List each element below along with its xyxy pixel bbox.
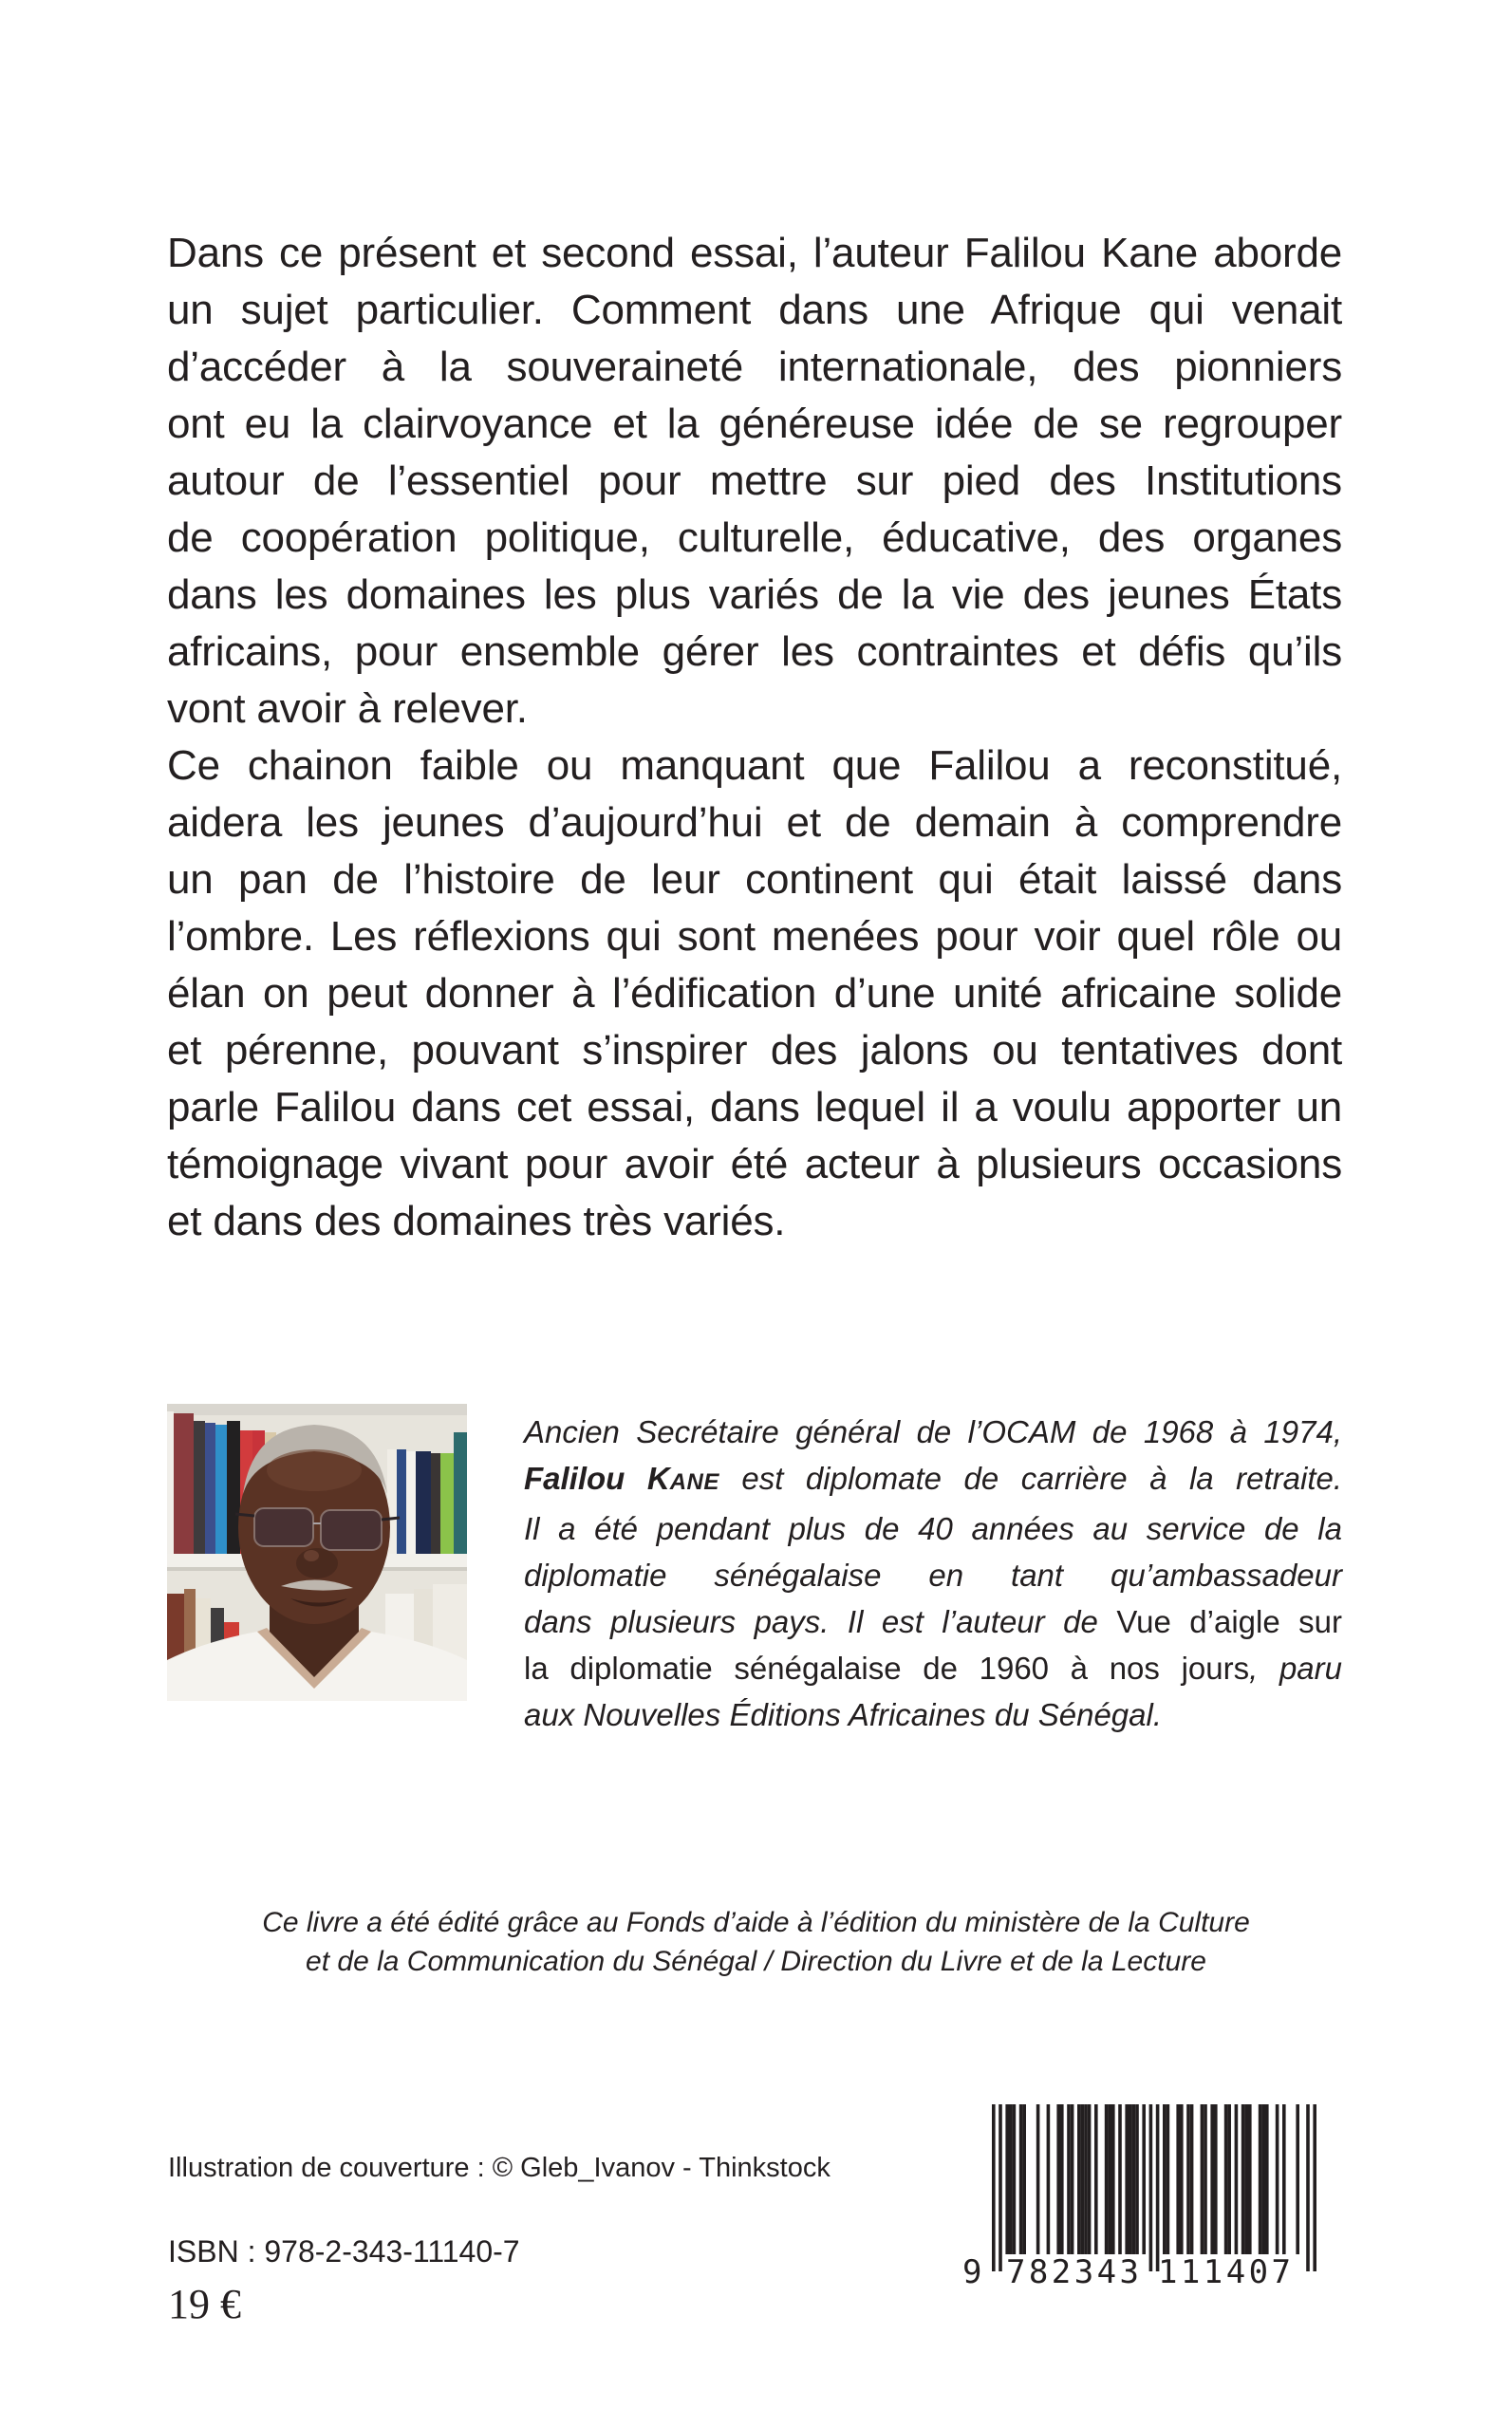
barcode-icon [959,2104,1338,2289]
barcode-right-digits: 111407 [1158,2253,1291,2289]
barcode-bar [1129,2104,1132,2254]
author-last-name-rest: ANE [669,1469,719,1495]
barcode-bar [1156,2104,1160,2271]
barcode-bar [1210,2104,1214,2254]
blurb-line: témoignage vivant pour avoir été acteur à plusieurs occasions [167,1141,1342,1187]
barcode-bar [1019,2104,1023,2254]
blurb-line: Ce chainon faible ou manquant que Falilou a reconstitué, [167,742,1342,789]
barcode-bar [1135,2104,1139,2254]
barcode-bar [1077,2104,1081,2254]
isbn-barcode [959,2104,1338,2289]
barcode-left-digits: 782343 [1006,2253,1139,2289]
funding-line: Ce livre a été édité grâce au Fonds d’aide à l’édition du ministère de la Culture [262,1907,1250,1938]
barcode-bar [1248,2104,1252,2254]
blurb-line: Dans ce présent et second essai, l’auteur Falilou Kane aborde [167,230,1342,276]
barcode-bar [1060,2104,1064,2254]
blurb-line: vont avoir à relever. [167,685,528,732]
bio-line [524,1455,1342,1505]
barcode-bar [992,2104,996,2271]
barcode-bar [1005,2104,1009,2254]
barcode-bar [1259,2104,1262,2254]
isbn: ISBN : 978-2-343-11140-7 [168,2234,520,2269]
barcode-bar [1125,2104,1129,2254]
blurb-line: d’accéder à la souveraineté internationale, des pionniers [167,344,1342,390]
barcode-bar [1167,2104,1170,2254]
barcode-lead-digit: 9 [962,2253,982,2289]
barcode-bar [1022,2104,1026,2254]
barcode-bar [1227,2104,1231,2254]
barcode-bar [1241,2104,1245,2254]
barcode-bar [1047,2104,1051,2254]
barcode-bar [1149,2104,1153,2271]
author-name [524,1461,719,1496]
author-first-name: Falilou [524,1461,625,1496]
price: 19 € [168,2281,241,2327]
barcode-bar [1235,2104,1239,2254]
blurb-line: élan on peut donner à l’édification d’une unité africaine solide [167,970,1342,1017]
barcode-bar [1306,2104,1310,2271]
bio-line [524,1645,1342,1691]
barcode-bar [1204,2104,1207,2254]
blurb-line: et dans des domaines très variés. [167,1198,786,1244]
bio-line: Ancien Secrétaire général de l’OCAM de 1968 à 1974, [524,1414,1342,1449]
barcode-bar [1118,2104,1122,2254]
bio-text-segment: , paru [1249,1651,1342,1686]
barcode-bar [1186,2104,1190,2254]
blurb-line: aidera les jeunes d’aujourd’hui et de demain à comprendre [167,799,1342,846]
barcode-bar [1094,2104,1098,2254]
barcode-bar [1056,2104,1060,2254]
barcode-bar [1071,2104,1074,2254]
blurb-line: ont eu la clairvoyance et la généreuse idée de se regrouper [167,401,1342,447]
barcode-bar [1013,2104,1017,2254]
barcode-bar [1163,2104,1167,2254]
blurb-line: parle Falilou dans cet essai, dans lequel il a voulu apporter un [167,1084,1342,1130]
bio-line: diplomatie sénégalaise en tant qu’ambassadeur [524,1558,1342,1593]
barcode-bar [1224,2104,1228,2254]
barcode-bar [999,2104,1002,2271]
bio-text-segment: est diplomate de carrière à la retraite. [719,1461,1343,1496]
book-title-segment: Vue d’aigle sur [1116,1604,1343,1639]
blurb-line: un sujet particulier. Comment dans une Afrique qui venait [167,287,1342,333]
bio-line: aux Nouvelles Éditions Africaines du Sénégal. [524,1697,1163,1732]
barcode-bar [1244,2104,1248,2254]
barcode-bar [1190,2104,1194,2254]
barcode-bar [1276,2104,1279,2254]
barcode-bar [1132,2104,1136,2254]
barcode-bar [1296,2104,1299,2254]
bio-line: Il a été pendant plus de 40 années au service de la [524,1511,1342,1546]
barcode-bar [1105,2104,1109,2254]
funding-note [0,1903,1512,1981]
book-title-segment: la diplomatie sénégalaise de 1960 à nos jours [524,1651,1250,1686]
author-bio [524,1409,1342,1738]
bio-line [524,1598,1342,1645]
blurb-line: autour de l’essentiel pour mettre sur pied des Institutions [167,458,1342,504]
blurb-line: dans les domaines les plus variés de la vie des jeunes États [167,571,1342,618]
blurb-line: africains, pour ensemble gérer les contraintes et défis qu’ils [167,628,1342,675]
barcode-bar [1261,2104,1265,2254]
blurb-line: l’ombre. Les réflexions qui sont menées pour voir quel rôle ou [167,913,1342,960]
barcode-bar [1313,2104,1316,2271]
author-photo [167,1404,467,1701]
barcode-bar [1282,2104,1286,2254]
author-last-name-initial: K [646,1461,670,1496]
cover-illustration-credit: Illustration de couverture : © Gleb_Ivanov - Thinkstock [168,2153,831,2183]
barcode-bar [1036,2104,1040,2254]
barcode-bar [1214,2104,1218,2254]
barcode-bar [1009,2104,1013,2254]
barcode-bar [1111,2104,1115,2254]
barcode-bar [1067,2104,1071,2254]
bio-text-segment: dans plusieurs pays. Il est l’auteur de [524,1604,1117,1639]
barcode-bar [1108,2104,1111,2254]
blurb-text [167,225,1342,1250]
blurb-line: et pérenne, pouvant s’inspirer des jalons ou tentatives dont [167,1027,1342,1074]
barcode-bar [1081,2104,1085,2254]
blurb-line: un pan de l’histoire de leur continent qui était laissé dans [167,856,1342,903]
barcode-bar [1180,2104,1184,2254]
funding-line: et de la Communication du Sénégal / Direction du Livre et de la Lecture [306,1946,1206,1977]
barcode-bar [1265,2104,1269,2254]
barcode-bar [1088,2104,1092,2254]
blurb-line: de coopération politique, culturelle, éducative, des organes [167,514,1342,561]
barcode-bar [1176,2104,1180,2254]
barcode-bar [1201,2104,1204,2254]
barcode-bar [1142,2104,1146,2254]
author-portrait-image [167,1404,467,1701]
barcode-bar [1084,2104,1088,2254]
